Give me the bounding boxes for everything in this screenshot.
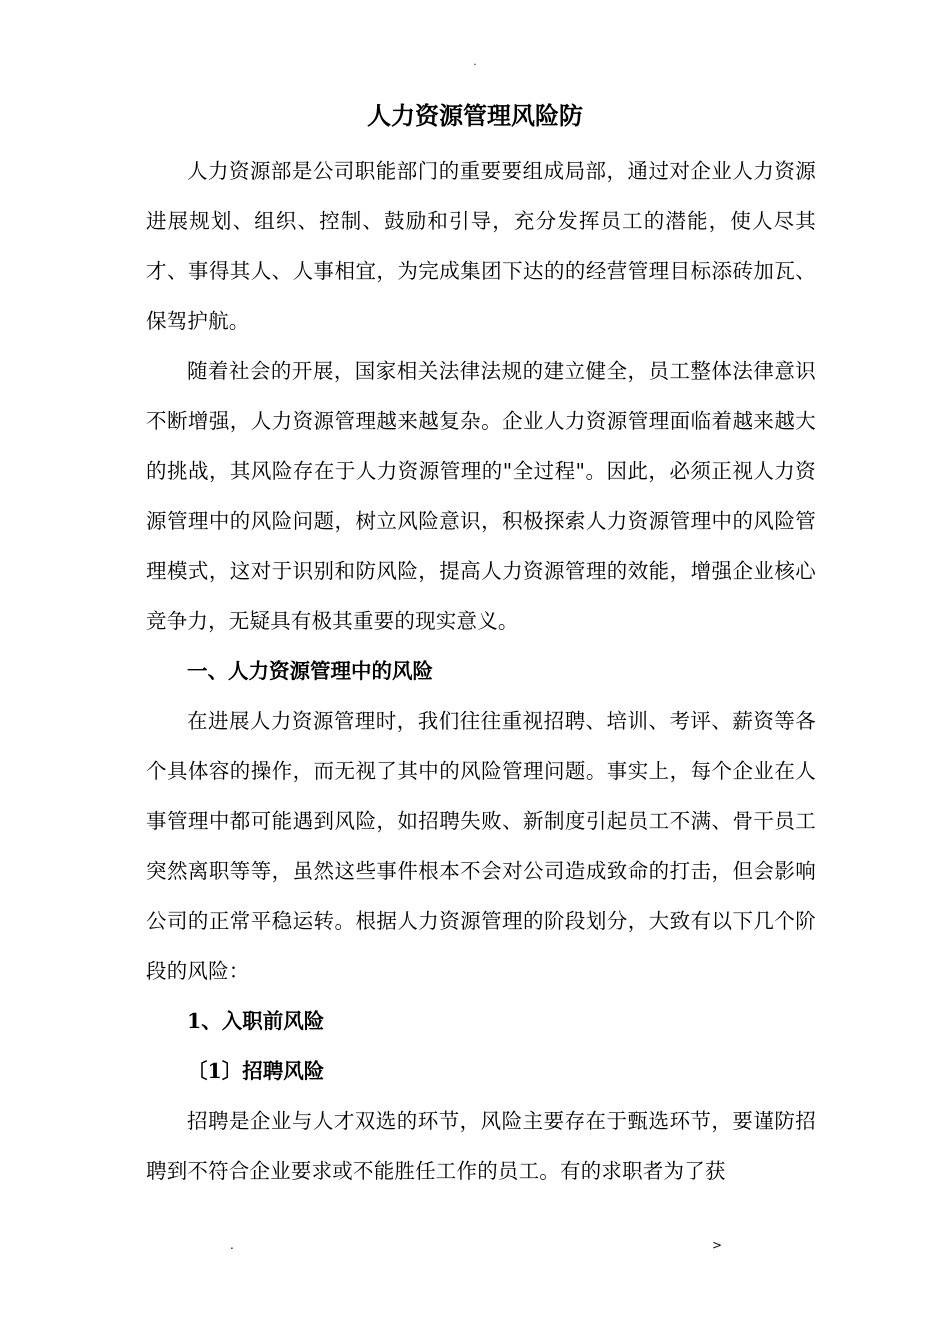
header-mark: . (473, 57, 477, 68)
paragraph-intro: 人力资源部是公司职能部门的重要要组成局部，通过对企业人力资源进展规划、组织、控制、鼓励和引导，充分发挥员工的潜能，使人尽其才、事得其人、人事相宜，为完成集团下达的的经营管理目标添砖加瓦、保驾护航。 (146, 159, 816, 333)
subsection-heading-pre-employment: 1、入职前风险 (187, 1009, 325, 1033)
paragraph-background: 随着社会的开展，国家相关法律法规的建立健全，员工整体法律意识不断增强，人力资源管理越来越复杂。企业人力资源管理面临着越来越大的挑战，其风险存在于人力资源管理的"全过程"。因此，必须正视人力资源管理中的风险问题，树立风险意识，积极探索人力资源管理中的风险管理模式，这对于识别和防风险，提高人力资源管理的效能，增强企业核心竞争力，无疑具有极其重要的现实意义。 (146, 359, 816, 633)
paragraph-risk-overview: 在进展人力资源管理时，我们往往重视招聘、培训、考评、薪资等各个具体容的操作，而无视了其中的风险管理问题。事实上，每个企业在人事管理中都可能遇到风险，如招聘失败、新制度引起员工不满、骨干员工突然离职等等，虽然这些事件根本不会对公司造成致命的打击，但会影响公司的正常平稳运转。根据人力资源管理的阶段划分，大致有以下几个阶段的风险： (146, 709, 816, 983)
document-body (146, 146, 816, 1196)
document-title: 人力资源管理风险防 (367, 101, 583, 130)
footer-left-mark: . (230, 1238, 234, 1252)
footer-right-mark: > (712, 1238, 723, 1252)
paragraph-recruitment: 招聘是企业与人才双选的环节，风险主要存在于甄选环节，要谨防招聘到不符合企业要求或不能胜任工作的员工。有的求职者为了获 (146, 1109, 816, 1183)
section-heading-risks: 一、人力资源管理中的风险 (187, 659, 433, 683)
subsection-heading-recruitment: 〔1〕招聘风险 (187, 1059, 325, 1083)
